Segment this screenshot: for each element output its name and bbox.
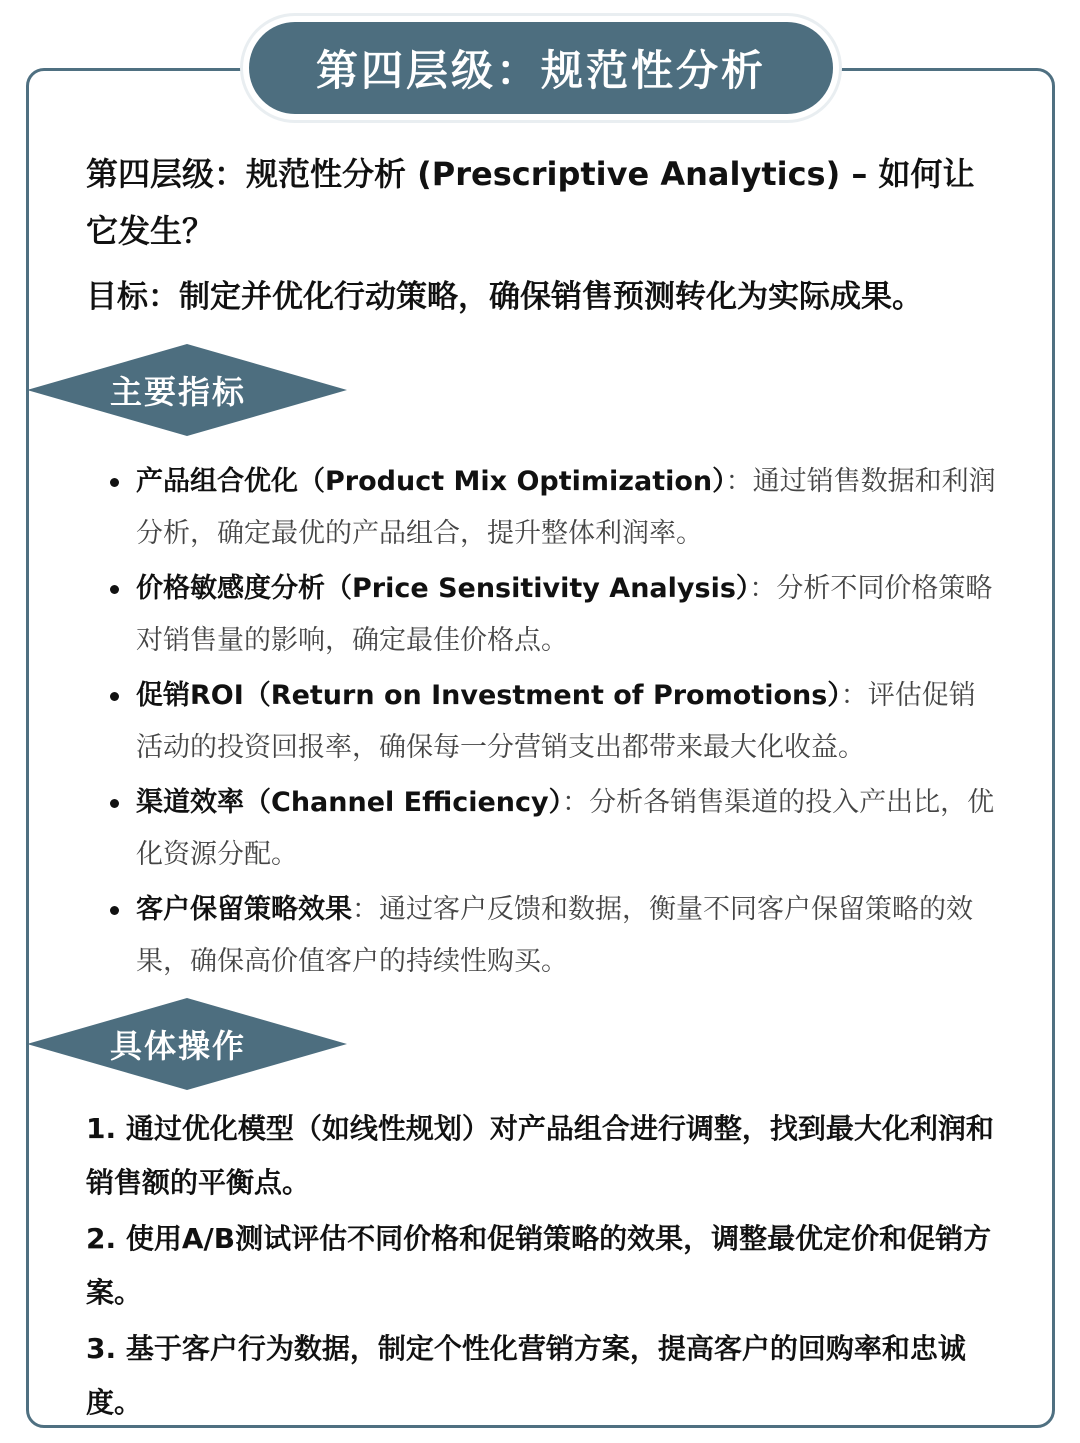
metrics-heading [27,344,347,436]
list-item: 2. 使用A/B测试评估不同价格和促销策略的效果，调整最优定价和促销方案。 [86,1222,992,1309]
metric-description: ：分析各销售渠道的投入产出比，优化资源分配。 [136,787,995,870]
bullet-icon [110,692,119,701]
list-item: 3. 基于客户行为数据，制定个性化营销方案，提高客户的回购率和忠诚度。 [86,1332,966,1419]
metric-name: 促销ROI（Return on Investment of Promotions） [136,680,841,711]
operations-list [86,1102,1006,1432]
metric-description: ：分析不同价格策略对销售量的影响，确定最佳价格点。 [136,573,993,656]
list-item [108,456,998,560]
list-item [108,884,998,988]
metric-name: 客户保留策略效果 [136,894,352,925]
list-item [108,777,998,881]
metrics-heading-label: 主要指标 [110,373,247,411]
intro-block [86,146,1006,320]
section-subtitle: 第四层级：规范性分析 (Prescriptive Analytics) – 如何让它发生？ [86,155,975,250]
metric-name: 渠道效率（Channel Efficiency） [136,787,563,818]
operations-heading-label: 具体操作 [110,1027,247,1065]
list-item [108,563,998,667]
bullet-icon [110,585,119,594]
bullet-icon [110,906,119,915]
metric-description: ：通过客户反馈和数据，衡量不同客户保留策略的效果，确保高价值客户的持续性购买。 [136,894,973,977]
metric-description: ：通过销售数据和利润分析，确定最优的产品组合，提升整体利润率。 [136,466,996,549]
metric-description: ：评估促销活动的投资回报率，确保每一分营销支出都带来最大化收益。 [136,680,976,763]
metrics-list [108,456,998,991]
bullet-icon [110,799,119,808]
bullet-icon [110,478,119,487]
page-title: 第四层级：规范性分析 [315,46,766,95]
metric-name: 价格敏感度分析（Price Sensitivity Analysis） [136,573,750,604]
list-item [108,670,998,774]
title-banner [243,16,839,120]
operations-heading [27,998,347,1090]
list-item: 1. 通过优化模型（如线性规划）对产品组合进行调整，找到最大化利润和销售额的平衡点。 [86,1112,994,1199]
metric-name: 产品组合优化（Product Mix Optimization） [136,466,726,497]
title-banner-fill [249,22,833,114]
goal-statement: 目标：制定并优化行动策略，确保销售预测转化为实际成果。 [86,279,923,315]
